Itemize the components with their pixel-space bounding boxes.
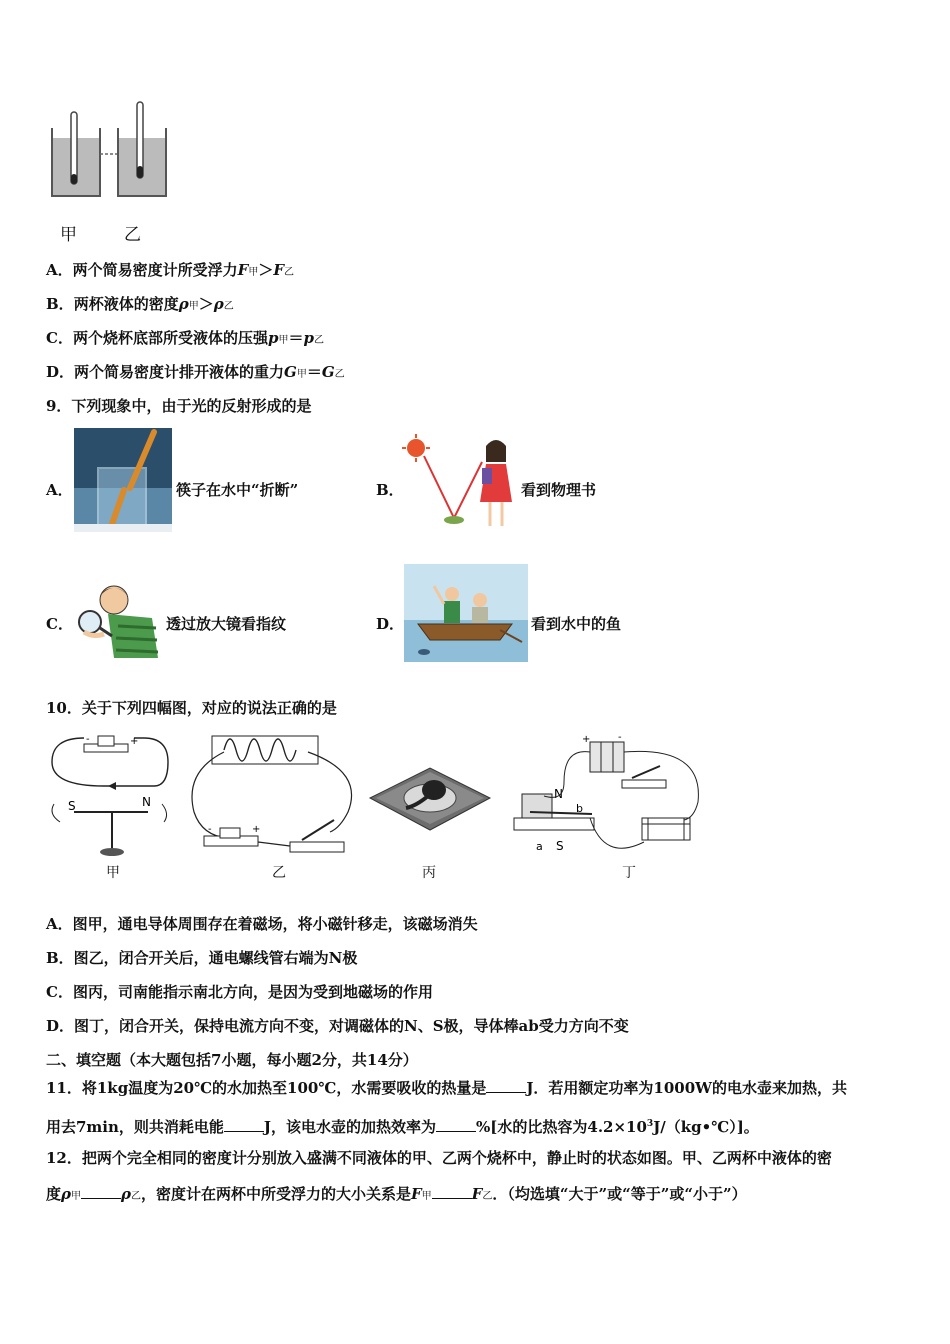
q12-blank-density[interactable] bbox=[81, 1184, 121, 1199]
chopstick-in-water-image bbox=[74, 428, 172, 532]
fig-jia-S: S bbox=[68, 799, 76, 813]
q10-option-c: C．图丙，司南能指示南北方向，是因为受到地磁场的作用 bbox=[46, 983, 433, 1001]
figure-ding-motor bbox=[514, 732, 698, 853]
q10-option-a: A．图甲，通电导体周围存在着磁场，将小磁针移走，该磁场消失 bbox=[46, 915, 478, 933]
beaker-label-yi: 乙 bbox=[124, 225, 141, 245]
fig-jia-minus: - bbox=[86, 734, 90, 745]
q10-label-bing: 丙 bbox=[422, 865, 436, 881]
fig-ding-N: N bbox=[554, 787, 563, 801]
q9-option-b-caption: 看到物理书 bbox=[521, 481, 597, 499]
q10-label-jia: 甲 bbox=[106, 865, 120, 881]
q10-stem: 10．关于下列四幅图，对应的说法正确的是 bbox=[46, 699, 337, 717]
figure-bing-sinan bbox=[370, 768, 490, 830]
q8-option-d: D．两个简易密度计排开液体的重力G甲＝G乙 bbox=[46, 363, 345, 381]
beaker-yi bbox=[118, 102, 166, 196]
beaker-label-jia: 甲 bbox=[60, 225, 77, 245]
q12-line-2: 度ρ甲 ρ乙，密度计在两杯中所受浮力的大小关系是F甲 F乙．（均选填“大于”或“等于”或“小于”） bbox=[46, 1185, 747, 1203]
girl-reading-book-image bbox=[402, 432, 518, 532]
figure-yi-solenoid bbox=[192, 736, 352, 852]
q10-option-d: D．图丁，闭合开关，保持电流方向不变，对调磁体的N、S极，导体棒ab受力方向不变 bbox=[46, 1017, 629, 1035]
section-2-title: 二、填空题（本大题包括7小题，每小题2分，共14分） bbox=[46, 1051, 418, 1069]
beaker-jia bbox=[52, 112, 100, 196]
q8-option-a: A．两个简易密度计所受浮力F甲＞F乙 bbox=[46, 261, 294, 279]
fig-ding-a: a bbox=[536, 840, 543, 853]
fig-ding-minus: - bbox=[618, 732, 622, 743]
fig-ding-b: b bbox=[576, 802, 583, 815]
fig-yi-plus: + bbox=[252, 824, 261, 835]
q11-line-2: 用去7min，则共消耗电能 J，该电水壶的加热效率为 %[水的比热容为$4.2\times 10^3J/(kg•℃)$]。 bbox=[46, 1118, 759, 1136]
q12-blank-buoyancy[interactable] bbox=[432, 1184, 472, 1199]
q9-stem: 9．下列现象中，由于光的反射形成的是 bbox=[46, 397, 312, 415]
q11-line-1: 11．将1kg温度为20℃的水加热至100℃，水需要吸收的热量是 J．若用额定功率为1000W的电水壶来加热，共 bbox=[46, 1079, 848, 1097]
fig-yi-minus: - bbox=[208, 824, 212, 835]
q9-option-d-letter: D． bbox=[376, 615, 405, 633]
magnifying-glass-image bbox=[74, 578, 164, 662]
q12-line-1: 12．把两个完全相同的密度计分别放入盛满不同液体的甲、乙两个烧杯中，静止时的状态如图。甲、乙两杯中液体的密 bbox=[46, 1149, 832, 1167]
q10-label-yi: 乙 bbox=[272, 865, 286, 881]
q11-blank-energy[interactable] bbox=[224, 1117, 264, 1132]
fig-jia-N: N bbox=[142, 795, 151, 809]
boat-fishing-image bbox=[404, 564, 528, 662]
q10-label-ding: 丁 bbox=[622, 865, 636, 881]
q9-option-c-letter: C． bbox=[46, 615, 73, 633]
q11-blank-efficiency[interactable] bbox=[436, 1117, 476, 1132]
fig-ding-plus: + bbox=[582, 734, 591, 745]
q8-option-c: C．两个烧杯底部所受液体的压强p甲＝p乙 bbox=[46, 329, 324, 347]
q8-option-b: B．两杯液体的密度ρ甲＞ρ乙 bbox=[46, 295, 234, 313]
fig-ding-S: S bbox=[556, 839, 564, 853]
fig-jia-plus: + bbox=[130, 736, 139, 747]
q9-option-a-caption: 筷子在水中“折断” bbox=[176, 481, 299, 499]
q10-option-b: B．图乙，闭合开关后，通电螺线管右端为N极 bbox=[46, 949, 358, 967]
q9-option-b-letter: B． bbox=[376, 481, 404, 499]
q9-option-d-caption: 看到水中的鱼 bbox=[531, 615, 622, 633]
q9-option-a-letter: A． bbox=[46, 481, 73, 499]
figure-jia-oersted bbox=[52, 734, 168, 856]
q9-option-c-caption: 透过放大镜看指纹 bbox=[166, 615, 287, 633]
q11-blank-heat[interactable] bbox=[486, 1078, 526, 1093]
